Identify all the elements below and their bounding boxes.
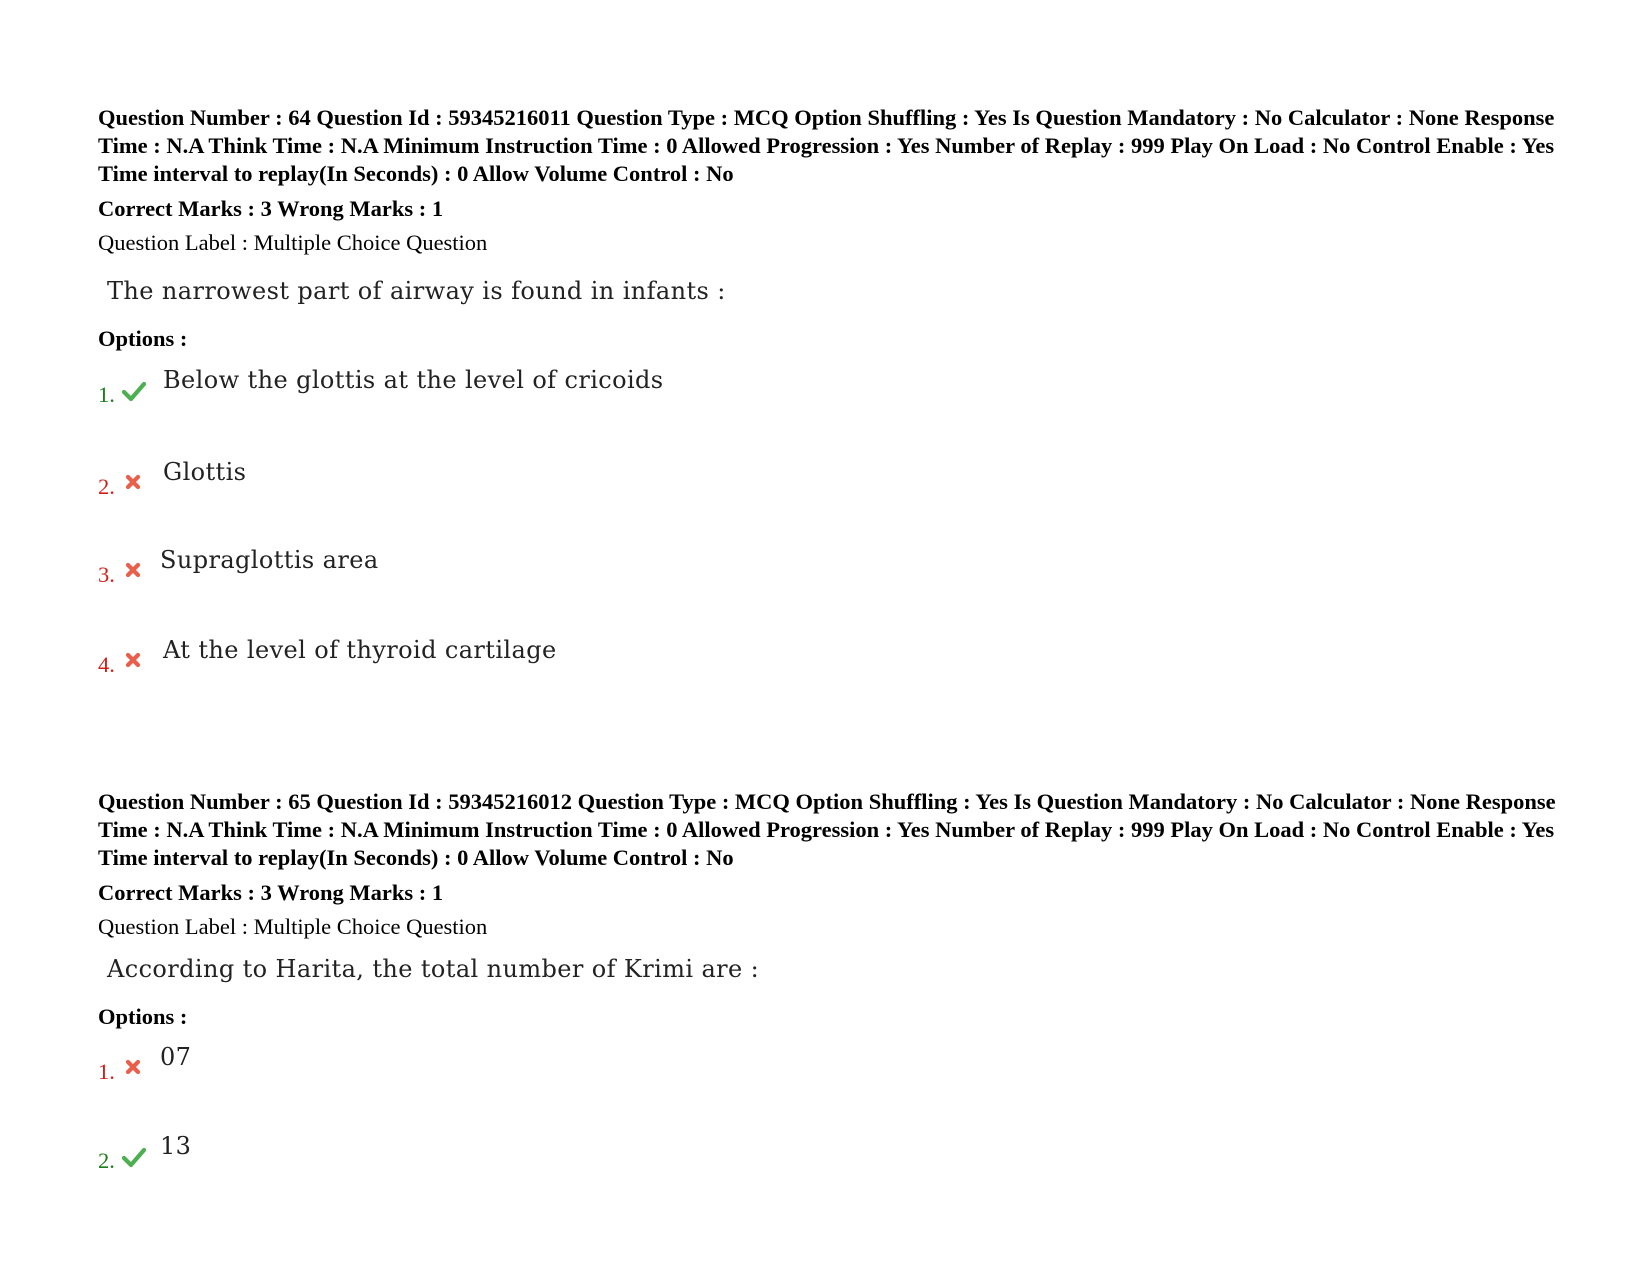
cross-icon <box>122 472 146 494</box>
option-item <box>98 458 1568 498</box>
cross-icon <box>122 650 146 672</box>
option-number: 1. <box>98 1059 115 1084</box>
option-number: 2. <box>98 474 115 499</box>
cross-icon <box>122 560 146 582</box>
option-text: 07 <box>160 1043 192 1071</box>
options-title: Options : <box>98 1004 188 1029</box>
option-number: 4. <box>98 652 115 677</box>
check-icon <box>122 1146 146 1168</box>
question-marks: Correct Marks : 3 Wrong Marks : 1 <box>98 880 444 905</box>
option-text: Supraglottis area <box>160 546 379 574</box>
question-block-64 <box>98 104 1568 676</box>
option-text: 13 <box>160 1132 192 1160</box>
question-label: Question Label : Multiple Choice Question <box>98 914 488 939</box>
option-number: 3. <box>98 562 115 587</box>
question-marks: Correct Marks : 3 Wrong Marks : 1 <box>98 196 444 221</box>
option-item <box>98 636 1568 676</box>
option-text: At the level of thyroid cartilage <box>163 636 557 664</box>
option-item <box>98 366 1568 406</box>
option-text: Glottis <box>163 458 247 486</box>
cross-icon <box>122 1057 146 1079</box>
option-item <box>98 546 1568 586</box>
check-icon <box>122 380 146 402</box>
option-text: Below the glottis at the level of cricoids <box>163 366 664 394</box>
question-label: Question Label : Multiple Choice Question <box>98 230 488 255</box>
question-block-65 <box>98 788 1568 1172</box>
option-item <box>98 1043 1568 1083</box>
option-number: 2. <box>98 1148 115 1173</box>
options-title: Options : <box>98 326 188 351</box>
question-text: The narrowest part of airway is found in infants : <box>107 277 726 305</box>
option-number: 1. <box>98 382 115 407</box>
option-item <box>98 1132 1568 1172</box>
question-text: According to Harita, the total number of Krimi are : <box>107 955 760 983</box>
question-metadata: Question Number : 65 Question Id : 59345216012 Question Type : MCQ Option Shuffling : Yes Is Question Mandatory : No Calculator : None Response Time : N.A Think Time : N.A Minimum Instruction Time : 0 Allowed Progression : Yes Number of Replay : 999 Play On Load : No Control Enable : Yes Time interval to replay(In Seconds) : 0 Allow Volume Control : No <box>98 789 1556 870</box>
question-metadata: Question Number : 64 Question Id : 59345216011 Question Type : MCQ Option Shuffling : Yes Is Question Mandatory : No Calculator : None Response Time : N.A Think Time : N.A Minimum Instruction Time : 0 Allowed Progression : Yes Number of Replay : 999 Play On Load : No Control Enable : Yes Time interval to replay(In Seconds) : 0 Allow Volume Control : No <box>98 105 1555 186</box>
